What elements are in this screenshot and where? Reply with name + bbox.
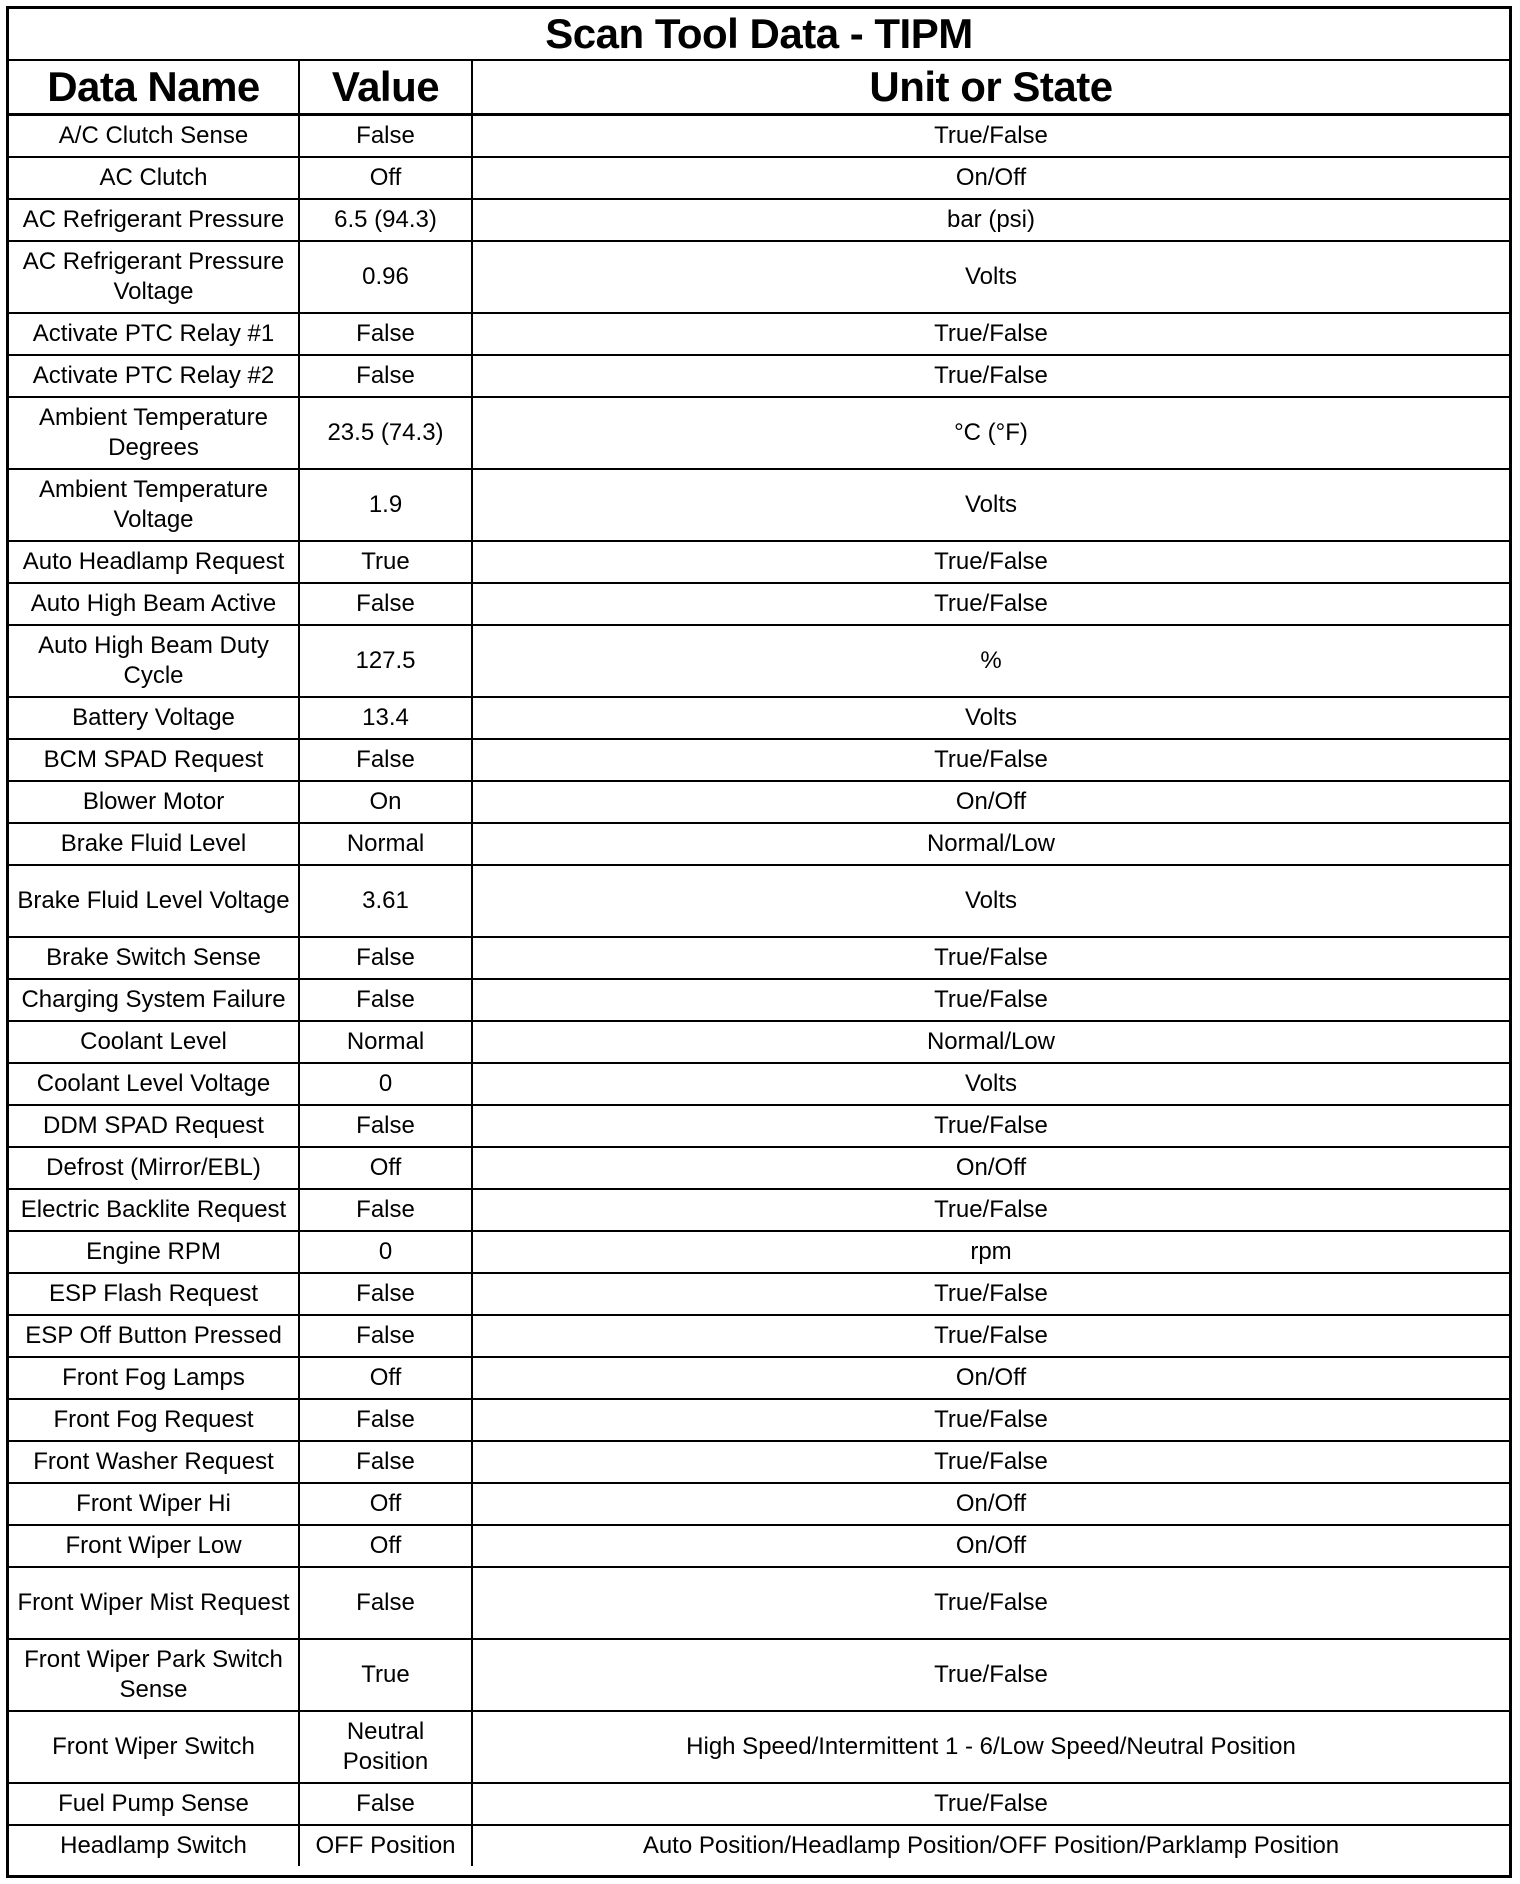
data-name-cell: Front Wiper Mist Request <box>9 1567 299 1639</box>
data-name-cell: BCM SPAD Request <box>9 739 299 781</box>
data-name-cell: Auto High Beam Duty Cycle <box>9 625 299 697</box>
unit-or-state-cell: Normal/Low <box>472 1021 1509 1063</box>
table-row <box>9 241 1509 313</box>
unit-or-state-cell: True/False <box>472 355 1509 397</box>
unit-or-state-cell: Volts <box>472 865 1509 937</box>
value-cell: False <box>299 1105 472 1147</box>
data-name-cell: Front Washer Request <box>9 1441 299 1483</box>
data-name-cell: Coolant Level <box>9 1021 299 1063</box>
header-unit-or-state: Unit or State <box>472 61 1509 115</box>
value-cell: False <box>299 1273 472 1315</box>
data-name-cell: Brake Fluid Level <box>9 823 299 865</box>
table-row <box>9 199 1509 241</box>
unit-or-state-cell: True/False <box>472 115 1509 158</box>
value-cell: False <box>299 583 472 625</box>
value-cell: False <box>299 979 472 1021</box>
table-row <box>9 1105 1509 1147</box>
table-row <box>9 979 1509 1021</box>
value-cell: On <box>299 781 472 823</box>
table-row <box>9 1063 1509 1105</box>
unit-or-state-cell: High Speed/Intermittent 1 - 6/Low Speed/Neutral Position <box>472 1711 1509 1783</box>
value-cell: False <box>299 1441 472 1483</box>
value-cell: False <box>299 1783 472 1825</box>
data-name-cell: Ambient Temperature Voltage <box>9 469 299 541</box>
table-row <box>9 1189 1509 1231</box>
value-cell: Normal <box>299 1021 472 1063</box>
data-name-cell: Coolant Level Voltage <box>9 1063 299 1105</box>
value-cell: True <box>299 541 472 583</box>
data-name-cell: A/C Clutch Sense <box>9 115 299 158</box>
table-row <box>9 583 1509 625</box>
unit-or-state-cell: Volts <box>472 469 1509 541</box>
value-cell: False <box>299 115 472 158</box>
table-row <box>9 1525 1509 1567</box>
unit-or-state-cell: True/False <box>472 541 1509 583</box>
data-name-cell: Ambient Temperature Degrees <box>9 397 299 469</box>
unit-or-state-cell: °C (°F) <box>472 397 1509 469</box>
unit-or-state-cell: True/False <box>472 1783 1509 1825</box>
value-cell: False <box>299 1189 472 1231</box>
table-title: Scan Tool Data - TIPM <box>9 9 1509 61</box>
data-name-cell: Fuel Pump Sense <box>9 1783 299 1825</box>
data-name-cell: Brake Switch Sense <box>9 937 299 979</box>
data-name-cell: Electric Backlite Request <box>9 1189 299 1231</box>
data-name-cell: Defrost (Mirror/EBL) <box>9 1147 299 1189</box>
unit-or-state-cell: Auto Position/Headlamp Position/OFF Position/Parklamp Position <box>472 1825 1509 1866</box>
value-cell: False <box>299 937 472 979</box>
table-row <box>9 865 1509 937</box>
table-row <box>9 1399 1509 1441</box>
value-cell: Off <box>299 1525 472 1567</box>
table-body <box>9 115 1509 1867</box>
table-row <box>9 937 1509 979</box>
value-cell: 0 <box>299 1063 472 1105</box>
value-cell: 13.4 <box>299 697 472 739</box>
data-name-cell: AC Refrigerant Pressure Voltage <box>9 241 299 313</box>
unit-or-state-cell: On/Off <box>472 781 1509 823</box>
data-name-cell: Charging System Failure <box>9 979 299 1021</box>
unit-or-state-cell: True/False <box>472 313 1509 355</box>
unit-or-state-cell: True/False <box>472 1441 1509 1483</box>
value-cell: OFF Position <box>299 1825 472 1866</box>
data-name-cell: Activate PTC Relay #1 <box>9 313 299 355</box>
value-cell: False <box>299 1567 472 1639</box>
data-name-cell: AC Clutch <box>9 157 299 199</box>
table-row <box>9 1711 1509 1783</box>
data-name-cell: Engine RPM <box>9 1231 299 1273</box>
unit-or-state-cell: Volts <box>472 1063 1509 1105</box>
unit-or-state-cell: True/False <box>472 1567 1509 1639</box>
value-cell: Off <box>299 1357 472 1399</box>
unit-or-state-cell: True/False <box>472 1315 1509 1357</box>
unit-or-state-cell: True/False <box>472 937 1509 979</box>
data-name-cell: Front Wiper Low <box>9 1525 299 1567</box>
unit-or-state-cell: On/Off <box>472 157 1509 199</box>
table-row <box>9 697 1509 739</box>
value-cell: 6.5 (94.3) <box>299 199 472 241</box>
data-name-cell: Blower Motor <box>9 781 299 823</box>
data-name-cell: AC Refrigerant Pressure <box>9 199 299 241</box>
data-name-cell: Auto High Beam Active <box>9 583 299 625</box>
unit-or-state-cell: Volts <box>472 697 1509 739</box>
value-cell: Off <box>299 1483 472 1525</box>
value-cell: 3.61 <box>299 865 472 937</box>
table-row <box>9 1567 1509 1639</box>
table-row <box>9 1021 1509 1063</box>
header-row <box>9 61 1509 115</box>
data-name-cell: Front Wiper Park Switch Sense <box>9 1639 299 1711</box>
unit-or-state-cell: Normal/Low <box>472 823 1509 865</box>
scan-tool-data-table <box>9 61 1509 1866</box>
unit-or-state-cell: rpm <box>472 1231 1509 1273</box>
data-name-cell: Front Fog Request <box>9 1399 299 1441</box>
data-name-cell: Front Fog Lamps <box>9 1357 299 1399</box>
unit-or-state-cell: On/Off <box>472 1483 1509 1525</box>
table-row <box>9 1231 1509 1273</box>
unit-or-state-cell: True/False <box>472 1273 1509 1315</box>
table-row <box>9 1441 1509 1483</box>
table-row <box>9 1483 1509 1525</box>
value-cell: 23.5 (74.3) <box>299 397 472 469</box>
data-name-cell: ESP Off Button Pressed <box>9 1315 299 1357</box>
data-name-cell: Auto Headlamp Request <box>9 541 299 583</box>
unit-or-state-cell: True/False <box>472 1189 1509 1231</box>
data-name-cell: Activate PTC Relay #2 <box>9 355 299 397</box>
data-name-cell: Brake Fluid Level Voltage <box>9 865 299 937</box>
table-row <box>9 625 1509 697</box>
table-row <box>9 157 1509 199</box>
header-data-name: Data Name <box>9 61 299 115</box>
unit-or-state-cell: Volts <box>472 241 1509 313</box>
unit-or-state-cell: True/False <box>472 1639 1509 1711</box>
unit-or-state-cell: True/False <box>472 1399 1509 1441</box>
value-cell: 127.5 <box>299 625 472 697</box>
unit-or-state-cell: On/Off <box>472 1147 1509 1189</box>
value-cell: True <box>299 1639 472 1711</box>
table-row <box>9 313 1509 355</box>
header-value: Value <box>299 61 472 115</box>
data-name-cell: Front Wiper Hi <box>9 1483 299 1525</box>
table-row <box>9 781 1509 823</box>
unit-or-state-cell: On/Off <box>472 1525 1509 1567</box>
table-row <box>9 115 1509 158</box>
table-row <box>9 1825 1509 1866</box>
table-row <box>9 541 1509 583</box>
value-cell: False <box>299 313 472 355</box>
table-row <box>9 1315 1509 1357</box>
table-row <box>9 1273 1509 1315</box>
value-cell: Neutral Position <box>299 1711 472 1783</box>
scan-tool-table-frame <box>6 6 1512 1878</box>
data-name-cell: ESP Flash Request <box>9 1273 299 1315</box>
table-row <box>9 469 1509 541</box>
data-name-cell: Battery Voltage <box>9 697 299 739</box>
table-row <box>9 739 1509 781</box>
table-row <box>9 397 1509 469</box>
table-row <box>9 1357 1509 1399</box>
data-name-cell: DDM SPAD Request <box>9 1105 299 1147</box>
table-row <box>9 1639 1509 1711</box>
unit-or-state-cell: True/False <box>472 979 1509 1021</box>
data-name-cell: Front Wiper Switch <box>9 1711 299 1783</box>
value-cell: False <box>299 355 472 397</box>
unit-or-state-cell: True/False <box>472 739 1509 781</box>
unit-or-state-cell: True/False <box>472 1105 1509 1147</box>
value-cell: False <box>299 1315 472 1357</box>
value-cell: 1.9 <box>299 469 472 541</box>
unit-or-state-cell: On/Off <box>472 1357 1509 1399</box>
value-cell: 0 <box>299 1231 472 1273</box>
unit-or-state-cell: bar (psi) <box>472 199 1509 241</box>
unit-or-state-cell: % <box>472 625 1509 697</box>
table-row <box>9 823 1509 865</box>
table-row <box>9 1783 1509 1825</box>
data-name-cell: Headlamp Switch <box>9 1825 299 1866</box>
value-cell: Off <box>299 157 472 199</box>
table-row <box>9 355 1509 397</box>
value-cell: Off <box>299 1147 472 1189</box>
unit-or-state-cell: True/False <box>472 583 1509 625</box>
value-cell: False <box>299 1399 472 1441</box>
table-row <box>9 1147 1509 1189</box>
value-cell: 0.96 <box>299 241 472 313</box>
value-cell: False <box>299 739 472 781</box>
value-cell: Normal <box>299 823 472 865</box>
